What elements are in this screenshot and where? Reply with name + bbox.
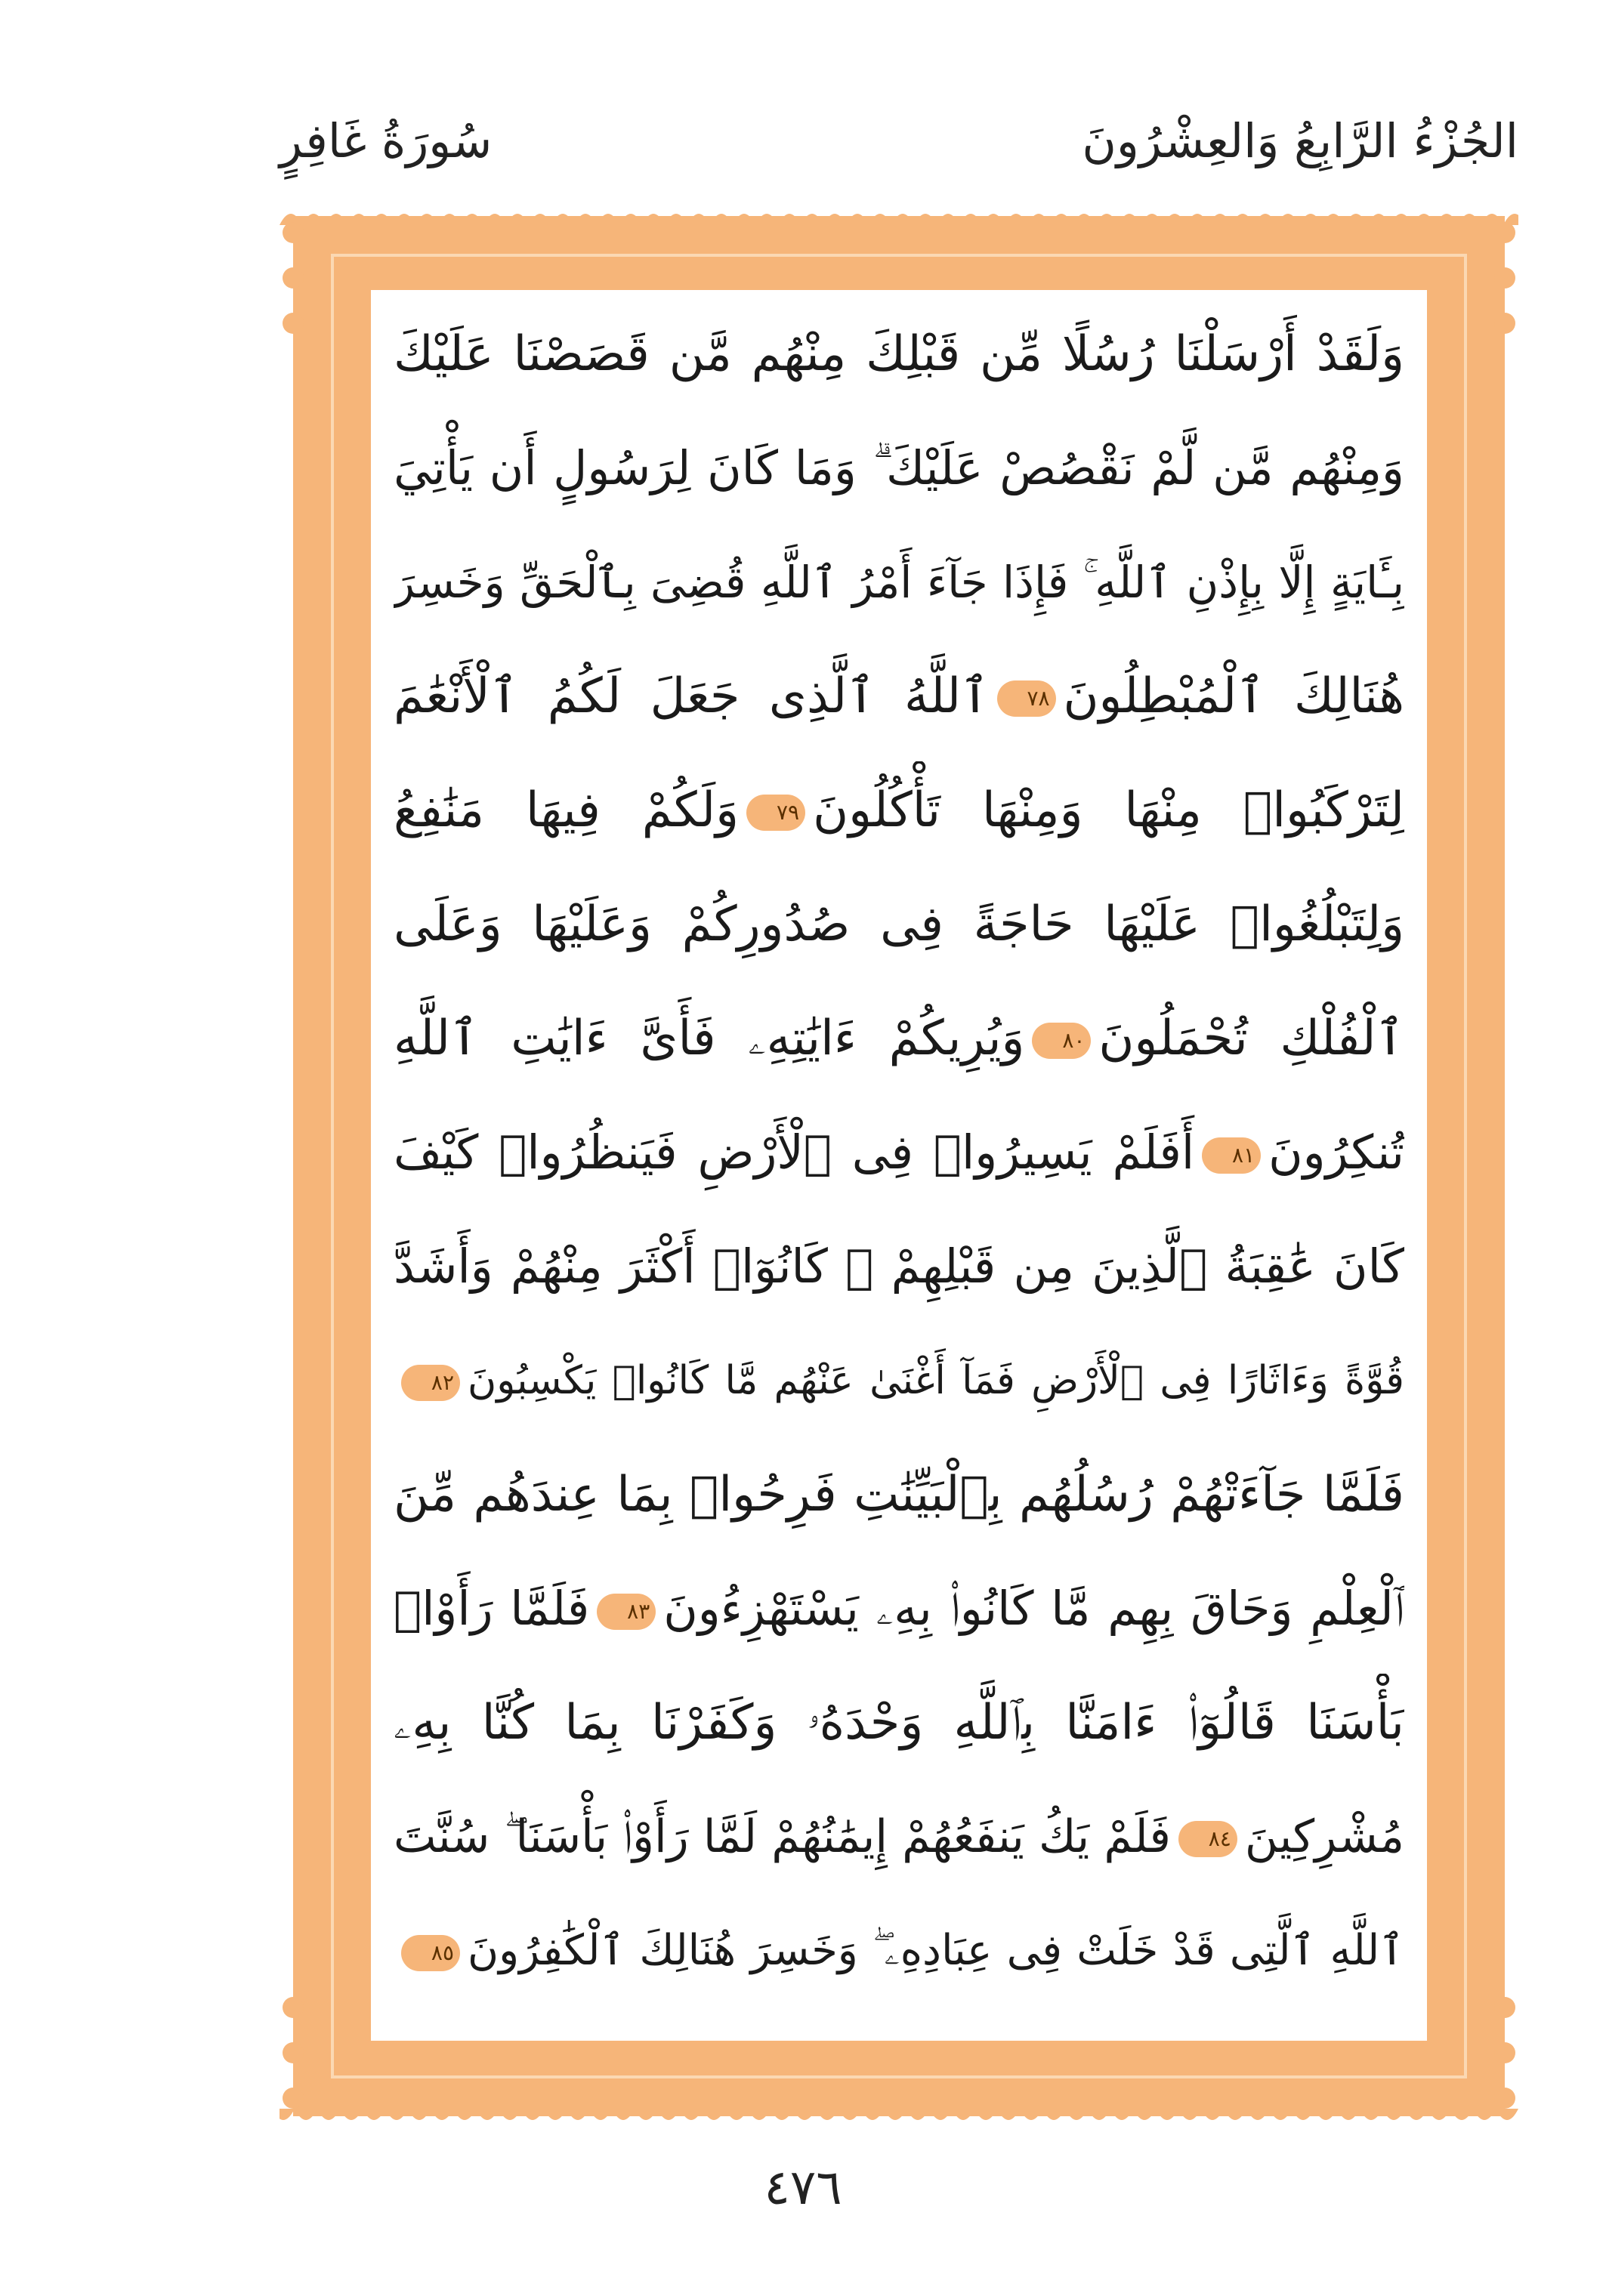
verse-line: [394, 647, 1404, 745]
verse-text: مُشْرِكِينَ: [1244, 1810, 1404, 1863]
verse-line: [394, 419, 1404, 517]
verse-line: [394, 305, 1404, 403]
verse-text: هُنَالِكَ ٱلْمُبْطِلُونَ: [1063, 668, 1404, 724]
ayah-number-marker: ٨١: [1202, 1137, 1261, 1174]
verse-line: [394, 1217, 1404, 1316]
verse-line: [394, 1902, 1404, 2000]
ayah-number-marker: ٧٩: [746, 795, 805, 831]
verse-text: أَفَلَمْ يَسِيرُوا۟ فِى ٱلْأَرْضِ فَيَنظُرُوا۟ كَيْفَ: [394, 1125, 1195, 1180]
verse-line: [394, 1332, 1404, 1430]
verse-line: [394, 1446, 1404, 1544]
verse-line: [394, 875, 1404, 974]
verse-text: وَمِنْهُم مَّن لَّمْ نَقْصُصْ عَلَيْكَ ۗ وَمَا كَانَ لِرَسُولٍ أَن يَأْتِيَ: [394, 440, 1404, 495]
surah-title: سُورَةُ غَافِرٍ: [280, 113, 493, 168]
verse-text: ٱلْعِلْمِ وَحَاقَ بِهِم مَّا كَانُوا۟ بِهِۦ يَسْتَهْزِءُونَ: [663, 1581, 1404, 1636]
juz-title: الجُزْءُ الرَّابِعُ وَالعِشْرُونَ: [1082, 113, 1518, 168]
verse-text: تُنكِرُونَ: [1268, 1125, 1404, 1180]
ayah-number-marker: ٨٤: [1178, 1821, 1237, 1857]
ayah-number-marker: ٨٠: [1032, 1023, 1091, 1059]
verse-text: قُوَّةً وَءَاثَارًا فِى ٱلْأَرْضِ فَمَآ أَغْنَىٰ عَنْهُم مَّا كَانُوا۟ يَكْسِبُونَ: [468, 1358, 1404, 1403]
verse-line: [394, 1788, 1404, 1886]
verse-text: فَلَمْ يَكُ يَنفَعُهُمْ إِيمَٰنُهُمْ لَمَّا رَأَوْا۟ بَأْسَنَا ۖ سُنَّتَ: [394, 1810, 1171, 1863]
verse-text: فَلَمَّا رَأَوْا۟: [394, 1581, 590, 1636]
verse-text: بِـَٔايَةٍ إِلَّا بِإِذْنِ ٱللَّهِ ۚ فَإِذَا جَآءَ أَمْرُ ٱللَّهِ قُضِىَ بِٱلْحَقِّ وَخَسِرَ: [394, 557, 1404, 608]
verse-text: وَلَقَدْ أَرْسَلْنَا رُسُلًا مِّن قَبْلِكَ مِنْهُم مَّن قَصَصْنَا عَلَيْكَ: [394, 326, 1404, 382]
ornamental-frame: [280, 202, 1518, 2130]
verse-line: [394, 1674, 1404, 1772]
verse-line: [394, 761, 1404, 859]
ayah-number-marker: ٨٥: [401, 1935, 460, 1971]
ayah-number-marker: ٧٨: [997, 680, 1056, 717]
verse-text: ٱللَّهِ ٱلَّتِى قَدْ خَلَتْ فِى عِبَادِهِۦ ۖ وَخَسِرَ هُنَالِكَ ٱلْكَٰفِرُونَ: [468, 1926, 1404, 1975]
quran-text-panel: [366, 285, 1432, 2045]
verse-text: لِتَرْكَبُوا۟ مِنْهَا وَمِنْهَا تَأْكُلُونَ: [813, 782, 1404, 838]
verse-line: [394, 989, 1404, 1088]
verse-text: ٱلْفُلْكِ تُحْمَلُونَ: [1098, 1011, 1404, 1066]
verse-text: وَلِتَبْلُغُوا۟ عَلَيْهَا حَاجَةً فِى صُدُورِكُمْ وَعَلَيْهَا وَعَلَى: [394, 896, 1404, 952]
verse-lines: [371, 290, 1427, 2041]
ayah-number-marker: ٨٢: [401, 1365, 460, 1401]
verse-text: فَلَمَّا جَآءَتْهُمْ رُسُلُهُم بِٱلْبَيِّنَٰتِ فَرِحُوا۟ بِمَا عِندَهُم مِّنَ: [394, 1467, 1404, 1523]
verse-text: بَأْسَنَا قَالُوٓا۟ ءَامَنَّا بِٱللَّهِ وَحْدَهُۥ وَكَفَرْنَا بِمَا كُنَّا بِهِۦ: [394, 1695, 1404, 1751]
verse-text: وَلَكُمْ فِيهَا مَنَٰفِعُ: [394, 782, 740, 838]
verse-text: ٱللَّهُ ٱلَّذِى جَعَلَ لَكُمُ ٱلْأَنْعَٰمَ: [394, 668, 990, 724]
verse-line: [394, 1103, 1404, 1202]
page-number: ٤٧٦: [764, 2160, 842, 2216]
verse-line: [394, 533, 1404, 631]
verse-text: كَانَ عَٰقِبَةُ ٱلَّذِينَ مِن قَبْلِهِمْ ۚ كَانُوٓا۟ أَكْثَرَ مِنْهُمْ وَأَشَدَّ: [394, 1239, 1404, 1294]
ayah-number-marker: ٨٣: [597, 1594, 656, 1630]
verse-line: [394, 1560, 1404, 1658]
verse-text: وَيُرِيكُمْ ءَايَٰتِهِۦ فَأَىَّ ءَايَٰتِ ٱللَّهِ: [394, 1011, 1025, 1066]
page-header: [280, 113, 1518, 196]
